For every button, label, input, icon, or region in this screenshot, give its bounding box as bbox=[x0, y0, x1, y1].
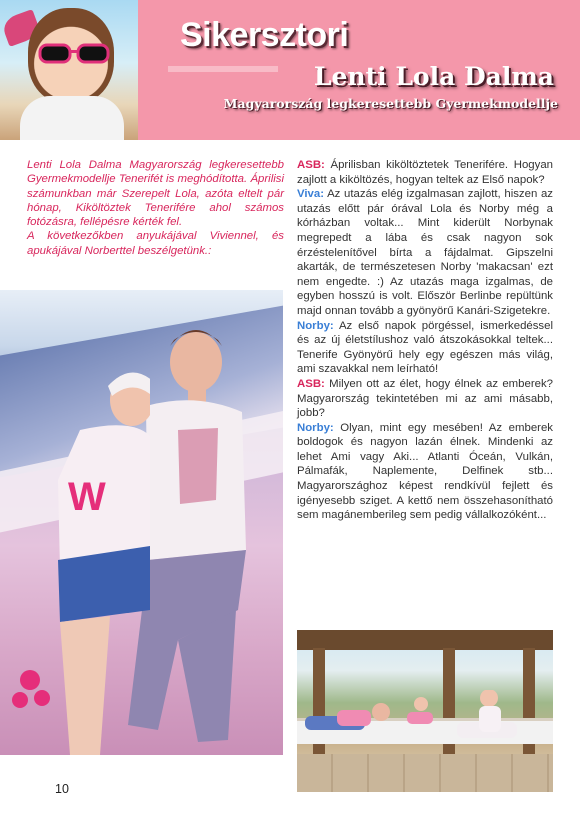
speaker-label: Norby: bbox=[297, 319, 334, 332]
interview-paragraph bbox=[297, 377, 553, 421]
paragraph-text: Olyan, mint egy mesében! Az emberek boldogok és nagyon lazán élnek. Mindenki az lehet Ami vagy Aki... Atlanti Óceán, Vulkán, Pálmafák, Naplemente, Delfinek stb... Magyarországhoz képest rendkívül fejlett és igényesebb sziget. A kettő nem összehasonítható sem magánemberileg sem pedig vállalkozóként... bbox=[297, 421, 553, 522]
interview-paragraph bbox=[297, 187, 553, 318]
interview-paragraph bbox=[297, 421, 553, 523]
woman-figure bbox=[0, 360, 150, 755]
intro-text bbox=[27, 158, 284, 258]
gazebo-roof bbox=[297, 630, 553, 650]
paragraph-text: Az utazás elég izgalmasan zajlott, hiszen az utazás előtt pár órával Lola és Norby még a kórházban voltak... Mint kiderült Norbynak megrepedt a lába és csak nagyon sok érzéstelenítővel bírta a fájdalmat. Gipszelni akarták, de természetesen Norby 'makacsan' ezt nem engedte. :) Az utazás maga izgalmas, de egyben hosszú is volt. Először Berlinbe repültünk majd onnan tovább a gyönyörű Kanári-Szigetekre. bbox=[297, 188, 553, 317]
article-title: Lenti Lola Dalma bbox=[313, 62, 554, 91]
pink-sunglasses bbox=[38, 42, 110, 64]
speaker-label: Viva: bbox=[297, 188, 325, 201]
paragraph-text: Áprilisban kiköltöztetek Tenerifére. Hogyan zajlott a kiköltözés, hogyan teltek az Első napok? bbox=[297, 159, 553, 186]
interview-paragraph bbox=[297, 319, 553, 377]
stone-wall bbox=[297, 754, 553, 792]
child-portrait-photo bbox=[0, 0, 138, 140]
svg-text:W: W bbox=[68, 475, 106, 519]
article-subtitle: Magyarország legkeresettebb Gyermekmodellje bbox=[223, 96, 558, 111]
speaker-label: ASB: bbox=[297, 159, 325, 171]
paragraph-text: Milyen ott az élet, hogy élnek az emberek? Magyarország tekintetében mi az ami másabb, jobb? bbox=[297, 377, 553, 420]
header-banner bbox=[0, 0, 580, 140]
intro-paragraph: Lenti Lola Dalma Magyarország legkeresettebb Gyermekmodellje Tenerifét is meghódította. Áprilisi számunkban már Szerepelt Lola, azóta eltelt pár hónap, Kiköltöztek Tenerifére ahol számos fotózásra, fellépésre kérték fel. bbox=[27, 159, 284, 229]
section-title: Sikersztori bbox=[180, 16, 349, 54]
speaker-label: Norby: bbox=[297, 421, 334, 434]
family-figures bbox=[297, 690, 553, 760]
page-number: 10 bbox=[55, 782, 69, 796]
couple-beach-photo bbox=[0, 290, 283, 755]
gazebo-family-photo bbox=[297, 630, 553, 792]
header-decoration bbox=[168, 66, 278, 72]
paragraph-text: Az első napok pörgéssel, ismerkedéssel és az új életstílushoz való átszokásokkal teltek... Tenerife Gyönyörű hely egy egészen más világ, ami szavakkal nem leírható! bbox=[297, 319, 553, 376]
interview-text bbox=[297, 158, 553, 523]
intro-paragraph: A következőkben anyukájával Viviennel, és apukájával Norberttel beszélgetünk.: bbox=[27, 230, 284, 257]
child-shirt bbox=[20, 96, 124, 140]
interview-paragraph bbox=[297, 158, 553, 187]
speaker-label: ASB: bbox=[297, 377, 325, 390]
